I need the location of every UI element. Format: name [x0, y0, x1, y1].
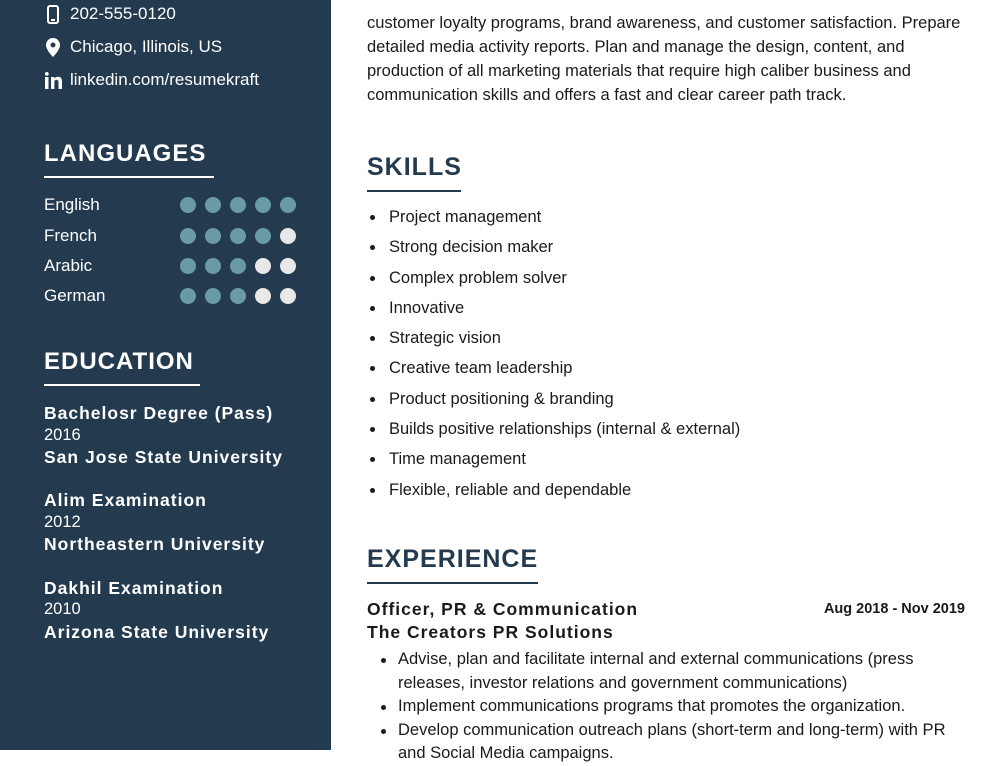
rating-dot-filled [205, 197, 221, 213]
job-title: Officer, PR & Communication [367, 599, 639, 619]
skill-item: Strategic vision [367, 326, 740, 356]
sidebar [0, 0, 331, 750]
rating-dot-filled [180, 228, 196, 244]
skill-item: Flexible, reliable and dependable [367, 478, 740, 508]
education-school: Northeastern University [44, 534, 266, 554]
skill-item: Innovative [367, 296, 740, 326]
contact-phone [44, 2, 176, 26]
rating-dot-filled [205, 258, 221, 274]
rating-dot-filled [255, 228, 271, 244]
contact-linkedin[interactable] [44, 68, 259, 92]
language-rating [180, 258, 296, 274]
location-pin-icon [44, 37, 62, 57]
rating-dot-empty [255, 288, 271, 304]
language-rating [180, 228, 296, 244]
language-name: Arabic [44, 256, 93, 275]
rating-dot-empty [280, 288, 296, 304]
skill-item: Product positioning & branding [367, 387, 740, 417]
education-year: 2016 [44, 426, 81, 444]
skills-list [367, 205, 740, 508]
job-dates: Aug 2018 - Nov 2019 [823, 601, 965, 617]
languages-heading: LANGUAGES [44, 140, 214, 178]
skill-item: Creative team leadership [367, 356, 740, 386]
job-duties-list [367, 648, 967, 766]
rating-dot-filled [230, 197, 246, 213]
language-name: French [44, 226, 97, 245]
summary-paragraph: customer loyalty programs, brand awareness, and customer satisfaction. Prepare detailed media activity reports. Plan and manage the design, content, and production of all marketing materials that require high caliber business and communication skills and offers a fast and clear career path track. [367, 13, 961, 104]
rating-dot-filled [280, 197, 296, 213]
location-text: Chicago, Illinois, US [70, 37, 223, 56]
contact-location [44, 35, 222, 59]
job-duty-item: Implement communications programs that promotes the organization. [367, 695, 967, 719]
skill-item: Builds positive relationships (internal & external) [367, 417, 740, 447]
skill-item: Strong decision maker [367, 235, 740, 265]
skill-item: Time management [367, 447, 740, 477]
education-year: 2012 [44, 513, 81, 531]
rating-dot-filled [230, 258, 246, 274]
rating-dot-filled [180, 288, 196, 304]
job-duty-item: Advise, plan and facilitate internal and external communications (press releases, investor relations and government communications) [367, 648, 967, 695]
skill-item: Complex problem solver [367, 266, 740, 296]
rating-dot-filled [255, 197, 271, 213]
rating-dot-empty [280, 228, 296, 244]
rating-dot-empty [255, 258, 271, 274]
linkedin-icon [44, 70, 62, 90]
linkedin-link[interactable]: linkedin.com/resumekraft [70, 70, 259, 89]
language-row [44, 194, 296, 216]
job-duty-item: Develop communication outreach plans (short-term and long-term) with PR and Social Media campaigns. [367, 719, 967, 766]
skill-item: Project management [367, 205, 740, 235]
education-school: Arizona State University [44, 622, 270, 642]
experience-heading: EXPERIENCE [367, 545, 538, 584]
education-degree: Alim Examination [44, 490, 207, 510]
education-heading: EDUCATION [44, 348, 200, 386]
language-rating [180, 288, 296, 304]
language-row [44, 225, 296, 247]
language-row [44, 285, 296, 307]
rating-dot-filled [180, 197, 196, 213]
phone-icon [44, 4, 62, 24]
phone-text: 202-555-0120 [70, 4, 176, 23]
rating-dot-filled [230, 288, 246, 304]
rating-dot-empty [280, 258, 296, 274]
rating-dot-filled [205, 288, 221, 304]
language-rating [180, 197, 296, 213]
rating-dot-filled [180, 258, 196, 274]
rating-dot-filled [205, 228, 221, 244]
skills-heading: SKILLS [367, 153, 461, 192]
language-row [44, 255, 296, 277]
education-degree: Bachelosr Degree (Pass) [44, 403, 274, 423]
education-degree: Dakhil Examination [44, 578, 224, 598]
language-name: English [44, 195, 100, 214]
education-school: San Jose State University [44, 447, 283, 467]
language-name: German [44, 286, 106, 305]
rating-dot-filled [230, 228, 246, 244]
job-company: The Creators PR Solutions [367, 622, 614, 642]
education-year: 2010 [44, 600, 81, 618]
